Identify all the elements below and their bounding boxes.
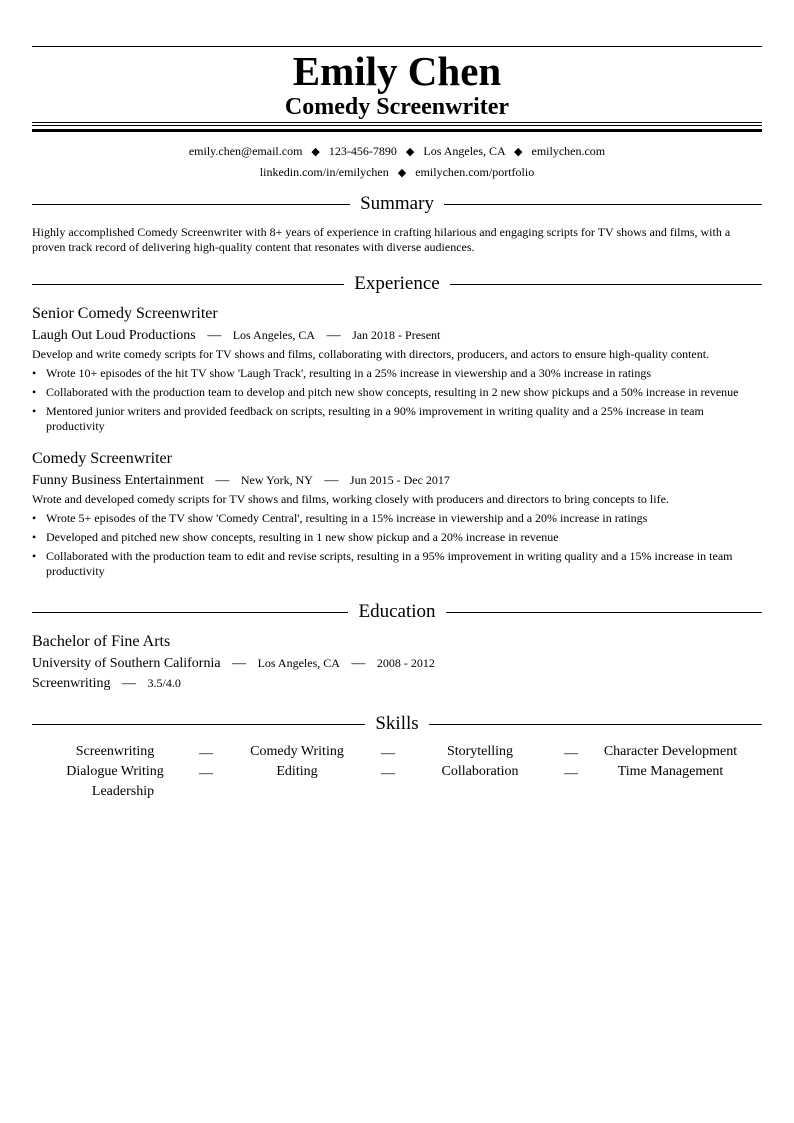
divider bbox=[450, 284, 762, 285]
education-field bbox=[32, 674, 181, 693]
skills-row bbox=[32, 762, 762, 782]
section-title: Education bbox=[358, 601, 436, 622]
diamond-separator-icon: ◆ bbox=[514, 146, 523, 158]
job-dates: Jun 2015 - Dec 2017 bbox=[349, 473, 450, 487]
gpa: 3.5/4.0 bbox=[147, 676, 181, 690]
job-meta bbox=[32, 471, 450, 490]
skill-item: Screenwriting bbox=[75, 744, 155, 759]
job-location: Los Angeles, CA bbox=[232, 328, 316, 342]
contact-email[interactable]: emily.chen@email.com bbox=[188, 144, 303, 158]
list-item bbox=[32, 385, 762, 400]
job-description: Wrote and developed comedy scripts for TV shows and films, working closely with producers and directors to bring concepts to life. bbox=[32, 492, 669, 506]
contact-website[interactable]: emilychen.com bbox=[531, 144, 606, 158]
education-heading bbox=[32, 600, 762, 624]
bullet-text: Wrote 10+ episodes of the hit TV show 'Laugh Track', resulting in a 25% increase in viewership and a 30% increase in ratings bbox=[46, 366, 652, 380]
dash-separator: — bbox=[564, 746, 578, 761]
bullet-text: Wrote 5+ episodes of the TV show 'Comedy Central', resulting in a 15% increase in viewership and a 20% increase in ratings bbox=[46, 511, 648, 525]
bullet-text: Collaborated with the production team to edit and revise scripts, resulting in a 95% improvement in writing quality and a 15% increase in team productivity bbox=[46, 549, 733, 578]
bullet-text: Developed and pitched new show concepts, resulting in 1 new show pickup and a 20% increase in revenue bbox=[46, 530, 559, 544]
job-company: Funny Business Entertainment bbox=[32, 473, 204, 488]
job-title: Comedy Screenwriter bbox=[32, 450, 172, 467]
dash-separator: — bbox=[199, 766, 213, 781]
bullet-icon: • bbox=[32, 511, 37, 525]
job-bullets bbox=[32, 511, 762, 583]
contact-location: Los Angeles, CA bbox=[423, 144, 506, 158]
bullet-icon: • bbox=[32, 385, 37, 399]
contact-portfolio[interactable]: emilychen.com/portfolio bbox=[415, 165, 535, 179]
skill-item: Editing bbox=[276, 764, 318, 779]
dash-separator: — bbox=[381, 746, 395, 761]
contact-linkedin[interactable]: linkedin.com/in/emilychen bbox=[259, 165, 389, 179]
list-item bbox=[32, 366, 762, 381]
bullet-icon: • bbox=[32, 549, 37, 563]
job-description: Develop and write comedy scripts for TV shows and films, collaborating with directors, producers, and actors to ensure high-quality content. bbox=[32, 347, 710, 361]
job-company: Laugh Out Loud Productions bbox=[32, 328, 196, 343]
dash-separator: — bbox=[207, 328, 222, 343]
section-title: Experience bbox=[354, 273, 440, 294]
bullet-text: Mentored junior writers and provided feedback on scripts, resulting in a 90% improvement in writing quality and a 25% increase in team productivity bbox=[46, 404, 704, 433]
skill-item: Storytelling bbox=[446, 744, 514, 759]
candidate-name: Emily Chen bbox=[292, 48, 502, 94]
list-item bbox=[32, 511, 762, 526]
bullet-text: Collaborated with the production team to develop and pitch new show concepts, resulting in 2 new show pickups and a 50% increase in revenue bbox=[46, 385, 739, 399]
summary-text: Highly accomplished Comedy Screenwriter with 8+ years of experience in crafting hilarious and engaging scripts for TV shows and films, with a proven track record of delivering high-quality content that resonates with diverse audiences. bbox=[32, 225, 731, 254]
diamond-separator-icon: ◆ bbox=[311, 146, 320, 158]
skill-item: Collaboration bbox=[441, 764, 519, 779]
school-name: University of Southern California bbox=[32, 656, 221, 671]
divider bbox=[32, 284, 344, 285]
dash-separator: — bbox=[324, 473, 339, 488]
header-rule-1 bbox=[32, 122, 762, 123]
dash-separator: — bbox=[326, 328, 341, 343]
contact-line-2 bbox=[32, 164, 762, 181]
school-location: Los Angeles, CA bbox=[257, 656, 340, 670]
dash-separator: — bbox=[351, 656, 366, 671]
skills-row bbox=[32, 742, 762, 762]
dash-separator: — bbox=[199, 746, 213, 761]
divider bbox=[429, 724, 762, 725]
contact-line-1 bbox=[32, 143, 762, 160]
education-dates: 2008 - 2012 bbox=[376, 656, 435, 670]
divider bbox=[32, 204, 350, 205]
degree: Bachelor of Fine Arts bbox=[32, 633, 171, 650]
diamond-separator-icon: ◆ bbox=[405, 146, 415, 158]
contact-phone[interactable]: 123-456-7890 bbox=[328, 144, 397, 158]
dash-separator: — bbox=[381, 766, 395, 781]
skill-item: Time Management bbox=[617, 764, 724, 779]
job-title: Senior Comedy Screenwriter bbox=[32, 305, 218, 322]
dash-separator: — bbox=[232, 656, 247, 671]
job-meta bbox=[32, 326, 440, 345]
education-meta bbox=[32, 654, 435, 673]
header-rule-2 bbox=[32, 125, 762, 126]
skills-grid bbox=[32, 742, 762, 802]
bullet-icon: • bbox=[32, 366, 37, 380]
list-item bbox=[32, 404, 762, 434]
experience-heading bbox=[32, 272, 762, 296]
list-item bbox=[32, 530, 762, 545]
skill-item: Dialogue Writing bbox=[66, 764, 164, 779]
divider bbox=[444, 204, 762, 205]
section-title: Skills bbox=[375, 713, 419, 734]
field-of-study: Screenwriting bbox=[32, 676, 111, 691]
job-location: New York, NY bbox=[240, 473, 313, 487]
bullet-icon: • bbox=[32, 530, 37, 544]
job-bullets bbox=[32, 366, 762, 438]
skills-heading bbox=[32, 712, 762, 736]
divider bbox=[446, 612, 762, 613]
dash-separator: — bbox=[122, 676, 137, 691]
diamond-separator-icon: ◆ bbox=[397, 167, 407, 179]
header-rule-3 bbox=[32, 129, 762, 132]
dash-separator: — bbox=[564, 766, 578, 781]
divider bbox=[32, 724, 365, 725]
skill-item: Leadership bbox=[91, 784, 155, 799]
skill-item: Character Development bbox=[603, 744, 738, 759]
dash-separator: — bbox=[215, 473, 230, 488]
divider bbox=[32, 612, 348, 613]
summary-heading bbox=[32, 192, 762, 216]
list-item bbox=[32, 549, 762, 579]
job-dates: Jan 2018 - Present bbox=[352, 328, 441, 342]
section-title: Summary bbox=[360, 193, 434, 214]
skill-item: Comedy Writing bbox=[250, 744, 344, 759]
bullet-icon: • bbox=[32, 404, 37, 418]
skills-row bbox=[32, 782, 762, 802]
candidate-title: Comedy Screenwriter bbox=[284, 94, 510, 120]
